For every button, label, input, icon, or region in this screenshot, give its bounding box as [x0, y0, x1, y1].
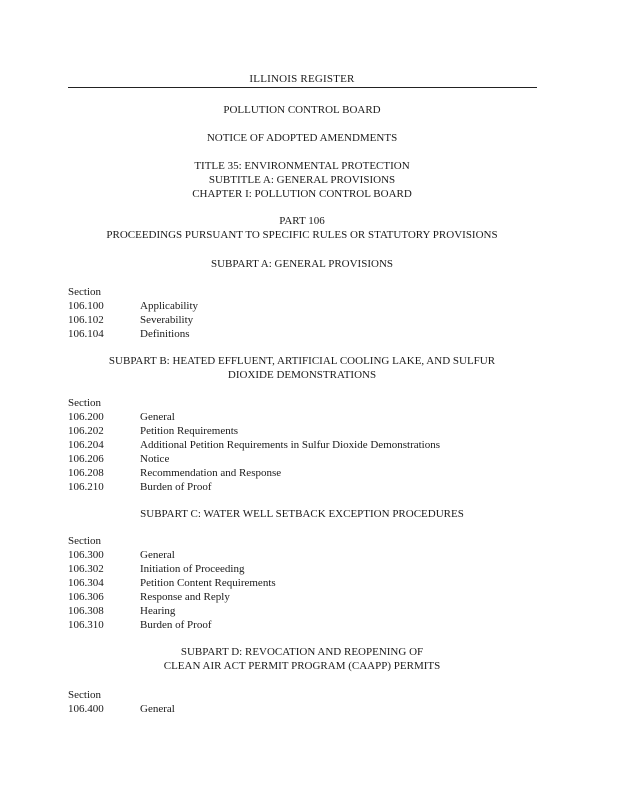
section-title: Applicability	[140, 300, 199, 312]
section-number: 106.302	[68, 563, 104, 575]
section-number: 106.306	[68, 591, 104, 603]
section-row	[68, 591, 230, 603]
section-number: 106.400	[68, 703, 104, 715]
section-title: Hearing	[140, 605, 176, 617]
section-number: 106.206	[68, 453, 104, 465]
section-row	[68, 577, 276, 589]
part-number: PART 106	[279, 215, 325, 227]
subpart-heading: SUBPART A: GENERAL PROVISIONS	[211, 258, 393, 270]
subtitle-line: SUBTITLE A: GENERAL PROVISIONS	[208, 174, 396, 186]
section-number: 106.100	[68, 300, 104, 312]
notice-title: NOTICE OF ADOPTED AMENDMENTS	[206, 132, 398, 144]
section-number: 106.208	[68, 467, 104, 479]
section-row	[68, 481, 212, 493]
section-row	[68, 549, 175, 561]
section-row	[68, 605, 175, 617]
section-title: Severability	[140, 314, 194, 326]
section-row	[68, 563, 244, 575]
section-title: General	[140, 411, 175, 423]
section-title: Petition Requirements	[140, 425, 239, 437]
section-number: 106.200	[68, 411, 104, 423]
section-row	[68, 328, 190, 340]
section-row	[68, 467, 281, 479]
section-number: 106.104	[68, 328, 104, 340]
section-number: 106.102	[68, 314, 104, 326]
section-title: Recommendation and Response	[140, 467, 282, 479]
section-number: 106.204	[68, 439, 104, 451]
board-name: POLLUTION CONTROL BOARD	[223, 104, 381, 116]
section-row	[68, 439, 440, 451]
subpart-heading: SUBPART D: REVOCATION AND REOPENING OF	[180, 646, 424, 658]
section-number: 106.308	[68, 605, 104, 617]
section-title: Response and Reply	[140, 591, 230, 603]
header-rule	[68, 87, 537, 88]
section-label: Section	[68, 535, 101, 547]
subpart-heading: SUBPART C: WATER WELL SETBACK EXCEPTION PROCEDURES	[140, 508, 464, 520]
section-title: Definitions	[140, 328, 190, 340]
section-title: General	[140, 703, 175, 715]
section-row	[68, 703, 175, 715]
section-row	[68, 425, 238, 437]
part-name: PROCEEDINGS PURSUANT TO SPECIFIC RULES OR STATUTORY PROVISIONS	[106, 229, 498, 241]
section-label: Section	[68, 397, 101, 409]
section-title: Notice	[140, 453, 170, 465]
section-title: Petition Content Requirements	[140, 577, 276, 589]
section-number: 106.304	[68, 577, 104, 589]
section-number: 106.210	[68, 481, 104, 493]
section-number: 106.300	[68, 549, 104, 561]
title-line: TITLE 35: ENVIRONMENTAL PROTECTION	[194, 160, 410, 172]
section-row	[68, 619, 212, 631]
section-label: Section	[68, 286, 101, 298]
section-title: Additional Petition Requirements in Sulfur Dioxide Demonstrations	[140, 439, 441, 451]
section-title: Burden of Proof	[140, 619, 212, 631]
subpart-heading-cont: CLEAN AIR ACT PERMIT PROGRAM (CAAPP) PERMITS	[163, 660, 441, 672]
section-row	[68, 300, 198, 312]
section-number: 106.310	[68, 619, 104, 631]
register-header: ILLINOIS REGISTER	[249, 73, 355, 85]
section-row	[68, 314, 193, 326]
subpart-heading: SUBPART B: HEATED EFFLUENT, ARTIFICIAL COOLING LAKE, AND SULFUR	[108, 355, 496, 367]
section-title: General	[140, 549, 175, 561]
section-row	[68, 453, 169, 465]
chapter-line: CHAPTER I: POLLUTION CONTROL BOARD	[192, 188, 412, 200]
subpart-heading-cont: DIOXIDE DEMONSTRATIONS	[227, 369, 377, 381]
section-row	[68, 411, 175, 423]
section-title: Initiation of Proceeding	[140, 563, 245, 575]
section-number: 106.202	[68, 425, 104, 437]
section-label: Section	[68, 689, 101, 701]
section-title: Burden of Proof	[140, 481, 212, 493]
